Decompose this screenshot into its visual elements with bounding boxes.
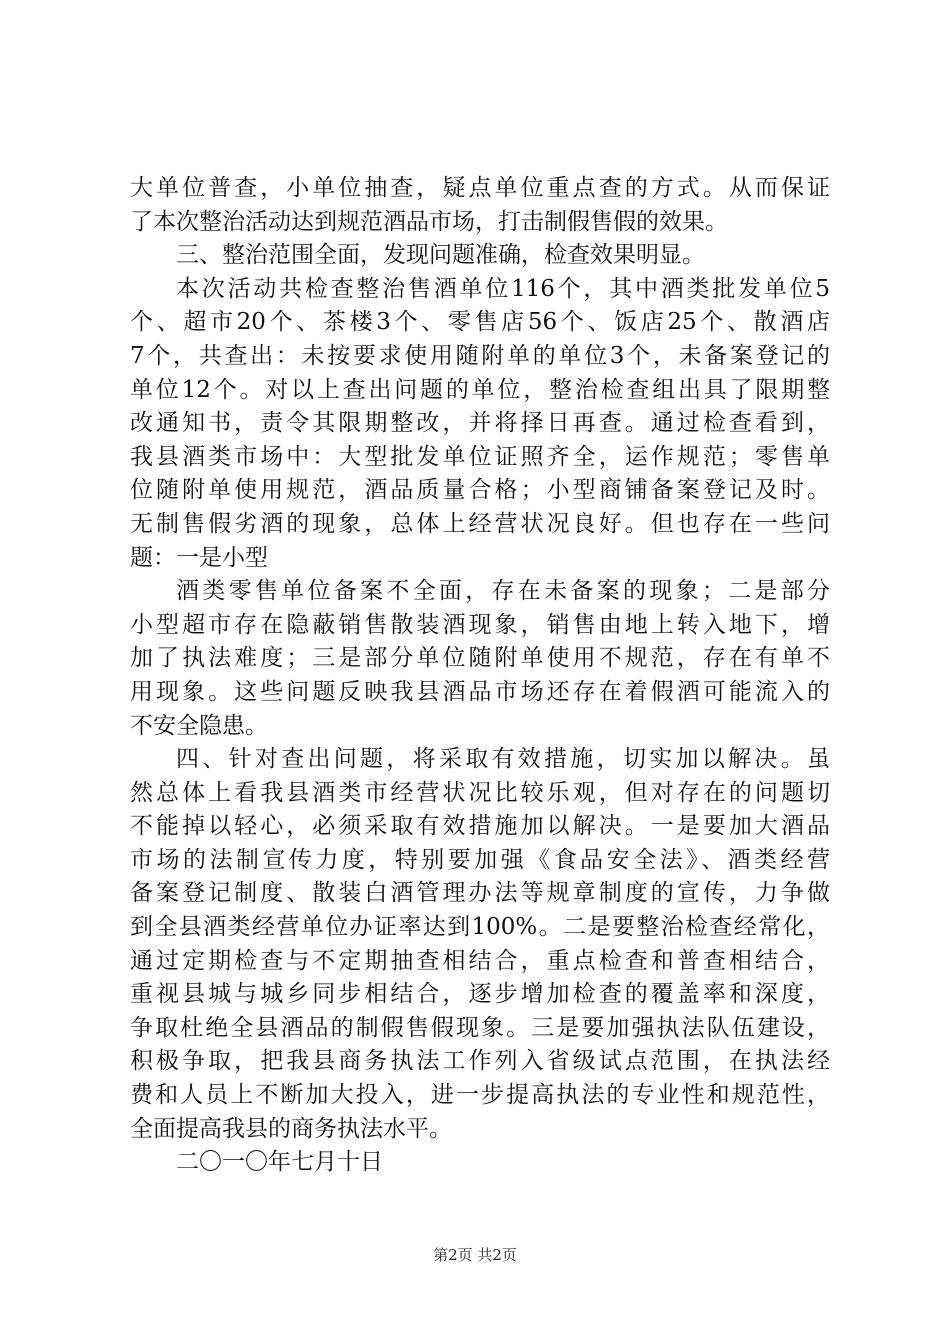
text-line: 题：一是小型 bbox=[130, 544, 268, 571]
text-line: 无制售假劣酒的现象，总体上经营状况良好。但也存在一些问 bbox=[130, 510, 830, 537]
text-line: 不安全隐患。 bbox=[130, 712, 268, 739]
text-line: 通过定期检查与不定期抽查相结合，重点检查和普查相结合， bbox=[130, 947, 830, 974]
text-line: 备案登记制度、散装白酒管理办法等规章制度的宣传，力争做 bbox=[130, 880, 830, 907]
text-line: 了本次整治活动达到规范酒品市场，打击制假售假的效果。 bbox=[130, 208, 728, 235]
text-line: 本次活动共检查整治售酒单位116个，其中酒类批发单位5 bbox=[176, 275, 830, 302]
text-line: 不能掉以轻心，必须采取有效措施加以解决。一是要加大酒品 bbox=[130, 813, 830, 840]
text-line: 二〇一〇年七月十日 bbox=[176, 1149, 383, 1176]
text-line: 位随附单使用规范，酒品质量合格；小型商铺备案登记及时。 bbox=[130, 477, 830, 504]
text-line: 到全县酒类经营单位办证率达到100%。二是要整治检查经常化， bbox=[130, 914, 830, 941]
text-line: 小型超市存在隐蔽销售散装酒现象，销售由地上转入地下，增 bbox=[130, 611, 830, 638]
text-line: 用现象。这些问题反映我县酒品市场还存在着假酒可能流入的 bbox=[130, 678, 830, 705]
text-line: 单位12个。对以上查出问题的单位，整治检查组出具了限期整 bbox=[130, 376, 830, 403]
text-line: 四、针对查出问题，将采取有效措施，切实加以解决。虽 bbox=[176, 746, 830, 773]
text-line: 个、超市20个、茶楼3个、零售店56个、饭店25个、散酒店 bbox=[130, 309, 830, 336]
text-line: 大单位普查，小单位抽查，疑点单位重点查的方式。从而保证 bbox=[130, 175, 830, 201]
text-line: 我县酒类市场中：大型批发单位证照齐全，运作规范；零售单 bbox=[130, 443, 830, 470]
text-line: 全面提高我县的商务执法水平。 bbox=[130, 1115, 452, 1142]
text-line: 然总体上看我县酒类市经营状况比较乐观，但对存在的问题切 bbox=[130, 779, 830, 806]
text-line: 市场的法制宣传力度，特别要加强《食品安全法》、酒类经营 bbox=[130, 846, 830, 873]
text-line: 酒类零售单位备案不全面，存在未备案的现象；二是部分 bbox=[176, 578, 830, 605]
page-footer: 第2页 共2页 bbox=[433, 1246, 517, 1264]
text-line: 7个，共查出：未按要求使用随附单的单位3个，未备案登记的 bbox=[130, 342, 830, 369]
text-line: 积极争取，把我县商务执法工作列入省级试点范围，在执法经 bbox=[130, 1048, 830, 1075]
text-line: 三、整治范围全面，发现问题准确，检查效果明显。 bbox=[176, 242, 705, 269]
text-line: 争取杜绝全县酒品的制假售假现象。三是要加强执法队伍建设， bbox=[130, 1014, 830, 1041]
text-line: 加了执法难度；三是部分单位随附单使用不规范，存在有单不 bbox=[130, 645, 830, 672]
text-line: 费和人员上不断加大投入，进一步提高执法的专业性和规范性， bbox=[130, 1082, 830, 1109]
text-line: 重视县城与城乡同步相结合，逐步增加检查的覆盖率和深度， bbox=[130, 981, 830, 1008]
document-body bbox=[130, 172, 830, 1180]
text-line: 改通知书，责令其限期整改，并将择日再查。通过检查看到， bbox=[130, 410, 830, 437]
